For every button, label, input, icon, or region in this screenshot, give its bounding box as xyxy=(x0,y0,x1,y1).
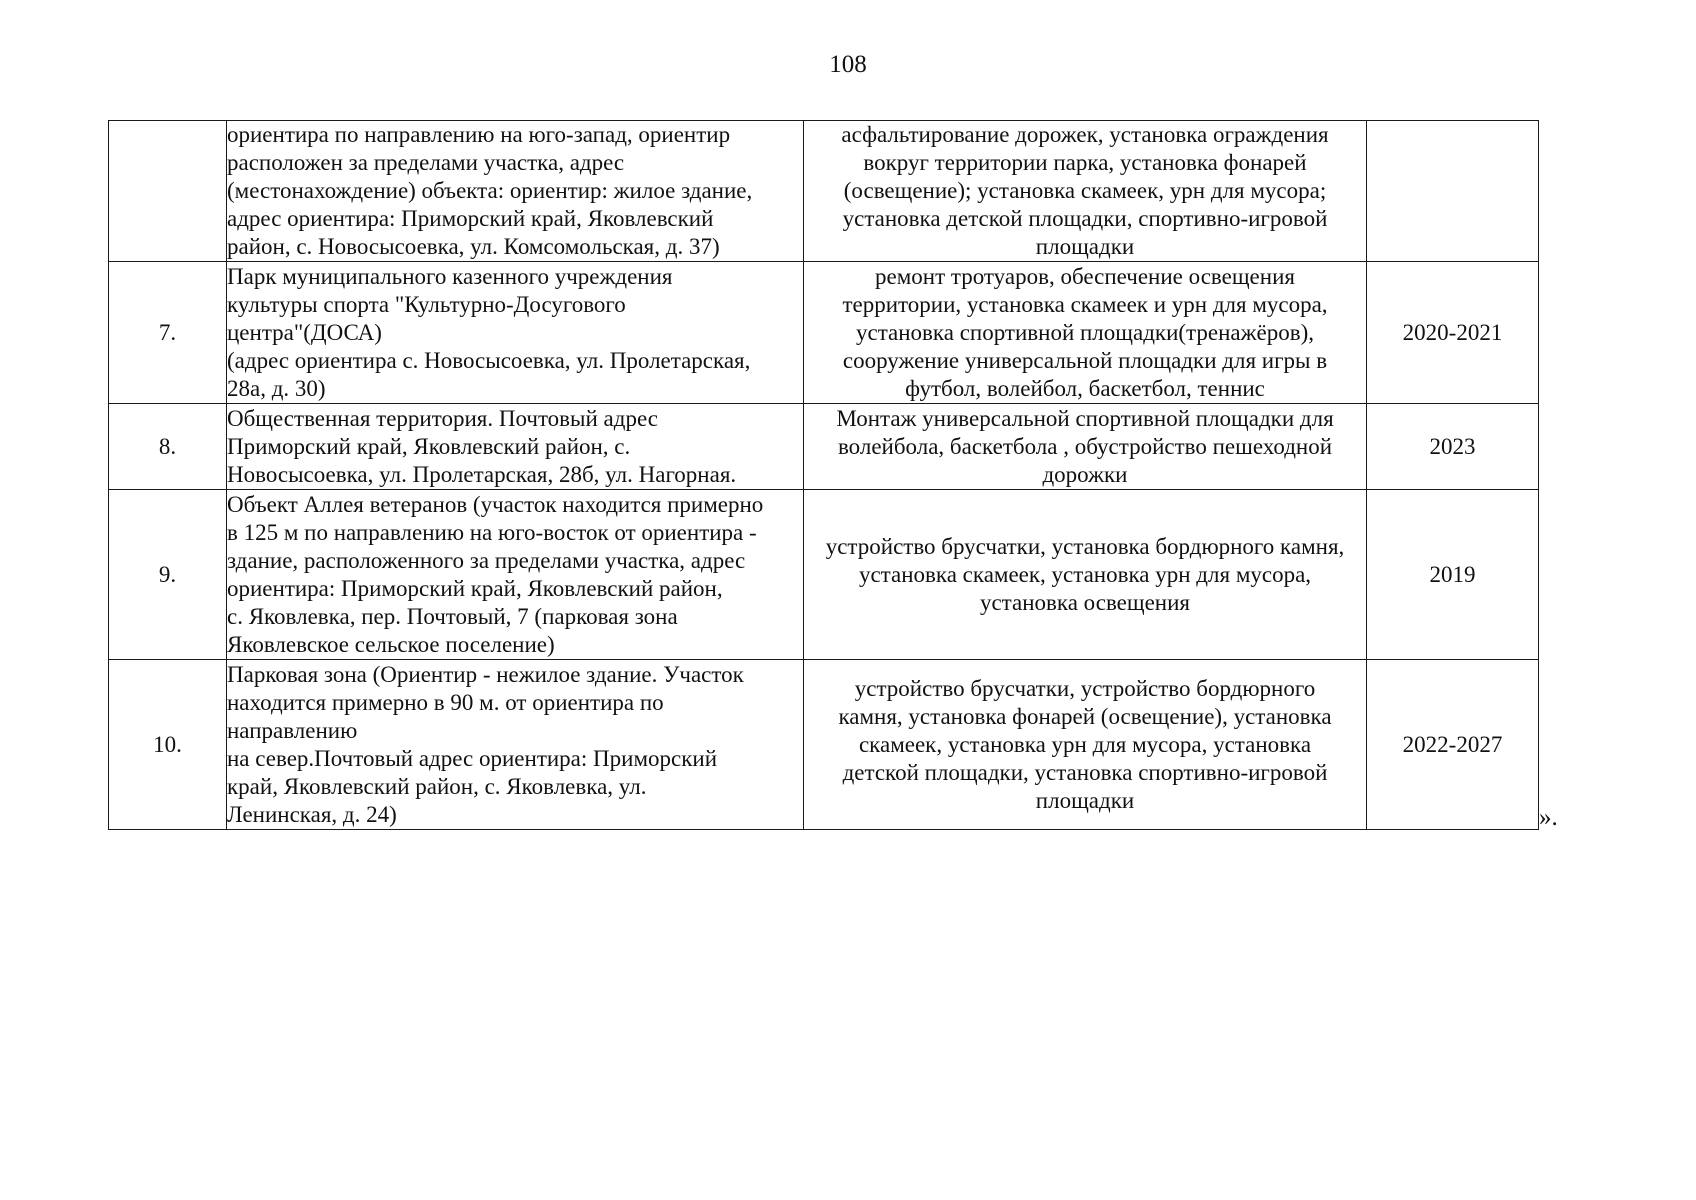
object-line: культуры спорта "Культурно-Досугового xyxy=(227,291,626,317)
row-number: 10. xyxy=(109,660,227,830)
row-number xyxy=(109,121,227,262)
page-number: 108 xyxy=(829,51,867,78)
implementation-years: 2022-2027 xyxy=(1367,660,1539,830)
object-description xyxy=(227,121,804,262)
object-description xyxy=(227,490,804,660)
row-number: 8. xyxy=(109,404,227,490)
object-line: здание, расположенного за пределами участка, адрес xyxy=(227,547,746,573)
work-line: (освещение); установка скамеек, урн для мусора; xyxy=(843,178,1327,203)
work-line: камня, установка фонарей (освещение), установка xyxy=(838,703,1332,729)
object-line: Парковая зона (Ориентир - нежилое здание. Участок xyxy=(227,661,744,687)
implementation-years: 2019 xyxy=(1367,490,1539,660)
work-line: установка освещения xyxy=(979,589,1191,615)
work-line: сооружение универсальной площадки для игры в xyxy=(842,347,1328,373)
work-line: дорожки xyxy=(1042,461,1128,487)
improvement-objects-table xyxy=(108,120,1539,830)
object-line: центра"(ДОСА) xyxy=(227,319,382,345)
object-line: расположен за пределами участка, адрес xyxy=(227,150,625,175)
object-line: направлению xyxy=(227,717,358,743)
work-description xyxy=(804,121,1367,262)
object-line: (адрес ориентира с. Новосысоевка, ул. Пролетарская, xyxy=(227,347,751,373)
row-number: 9. xyxy=(109,490,227,660)
object-line: в 125 м по направлению на юго-восток от ориентира - xyxy=(227,519,757,545)
work-line: устройство брусчатки, устройство бордюрного xyxy=(854,675,1316,701)
work-line: установка скамеек, установка урн для мусора, xyxy=(858,561,1312,587)
object-line: находится примерно в 90 м. от ориентира по xyxy=(227,689,664,715)
table-row xyxy=(109,660,1539,830)
object-line: (местонахождение) объекта: ориентир: жилое здание, xyxy=(227,178,753,203)
object-line: Яковлевское сельское поселение) xyxy=(227,631,555,657)
object-description xyxy=(227,660,804,830)
implementation-years: 2020-2021 xyxy=(1367,262,1539,404)
work-description xyxy=(804,262,1367,404)
object-line: на север.Почтовый адрес ориентира: Приморский xyxy=(227,745,718,771)
object-line: край, Яковлевский район, с. Яковлевка, ул. xyxy=(227,773,647,799)
work-description xyxy=(804,490,1367,660)
work-line: установка спортивной площадки(тренажёров), xyxy=(856,319,1314,345)
work-line: Монтаж универсальной спортивной площадки для xyxy=(836,405,1334,431)
implementation-years: 2023 xyxy=(1367,404,1539,490)
table-row xyxy=(109,404,1539,490)
work-line: скамеек, установка урн для мусора, установка xyxy=(858,731,1312,757)
implementation-years xyxy=(1367,121,1539,262)
object-line: Общественная территория. Почтовый адрес xyxy=(227,405,658,431)
work-line: площадки xyxy=(1035,234,1135,259)
object-line: Ленинская, д. 24) xyxy=(227,801,397,827)
object-line: Объект Аллея ветеранов (участок находится примерно xyxy=(227,491,764,517)
work-line: территории, установка скамеек и урн для мусора, xyxy=(842,291,1328,317)
object-line: с. Яковлевка, пер. Почтовый, 7 (парковая зона xyxy=(227,603,678,629)
work-line: устройство брусчатки, установка бордюрного камня, xyxy=(825,533,1345,559)
object-line: ориентира: Приморский край, Яковлевский район, xyxy=(227,575,723,601)
work-line: футбол, волейбол, баскетбол, теннис xyxy=(905,375,1265,401)
work-line: ремонт тротуаров, обеспечение освещения xyxy=(875,263,1295,289)
work-line: волейбола, баскетбола , обустройство пешеходной xyxy=(837,433,1333,459)
work-line: асфальтирование дорожек, установка ограждения xyxy=(841,122,1329,147)
row-number: 7. xyxy=(109,262,227,404)
object-line: ориентира по направлению на юго-запад, ориентир xyxy=(227,122,731,147)
table-row xyxy=(109,262,1539,404)
object-line: Приморский край, Яковлевский район, с. xyxy=(227,433,631,459)
closing-quote-mark: ». xyxy=(1539,804,1558,831)
work-line: детской площадки, установка спортивно-игровой xyxy=(842,759,1328,785)
table-row xyxy=(109,490,1539,660)
object-line: адрес ориентира: Приморский край, Яковлевский xyxy=(227,206,714,231)
work-line: вокруг территории парка, установка фонарей xyxy=(863,150,1307,175)
table-row xyxy=(109,121,1539,262)
object-description xyxy=(227,404,804,490)
object-line: 28а, д. 30) xyxy=(227,375,326,401)
work-line: установка детской площадки, спортивно-игровой xyxy=(842,206,1328,231)
object-line: Парк муниципального казенного учреждения xyxy=(227,263,673,289)
work-description xyxy=(804,404,1367,490)
object-description xyxy=(227,262,804,404)
object-line: район, с. Новосысоевка, ул. Комсомольская, д. 37) xyxy=(227,234,720,259)
work-description xyxy=(804,660,1367,830)
work-line: площадки xyxy=(1035,787,1135,813)
object-line: Новосысоевка, ул. Пролетарская, 28б, ул. Нагорная. xyxy=(227,461,737,487)
